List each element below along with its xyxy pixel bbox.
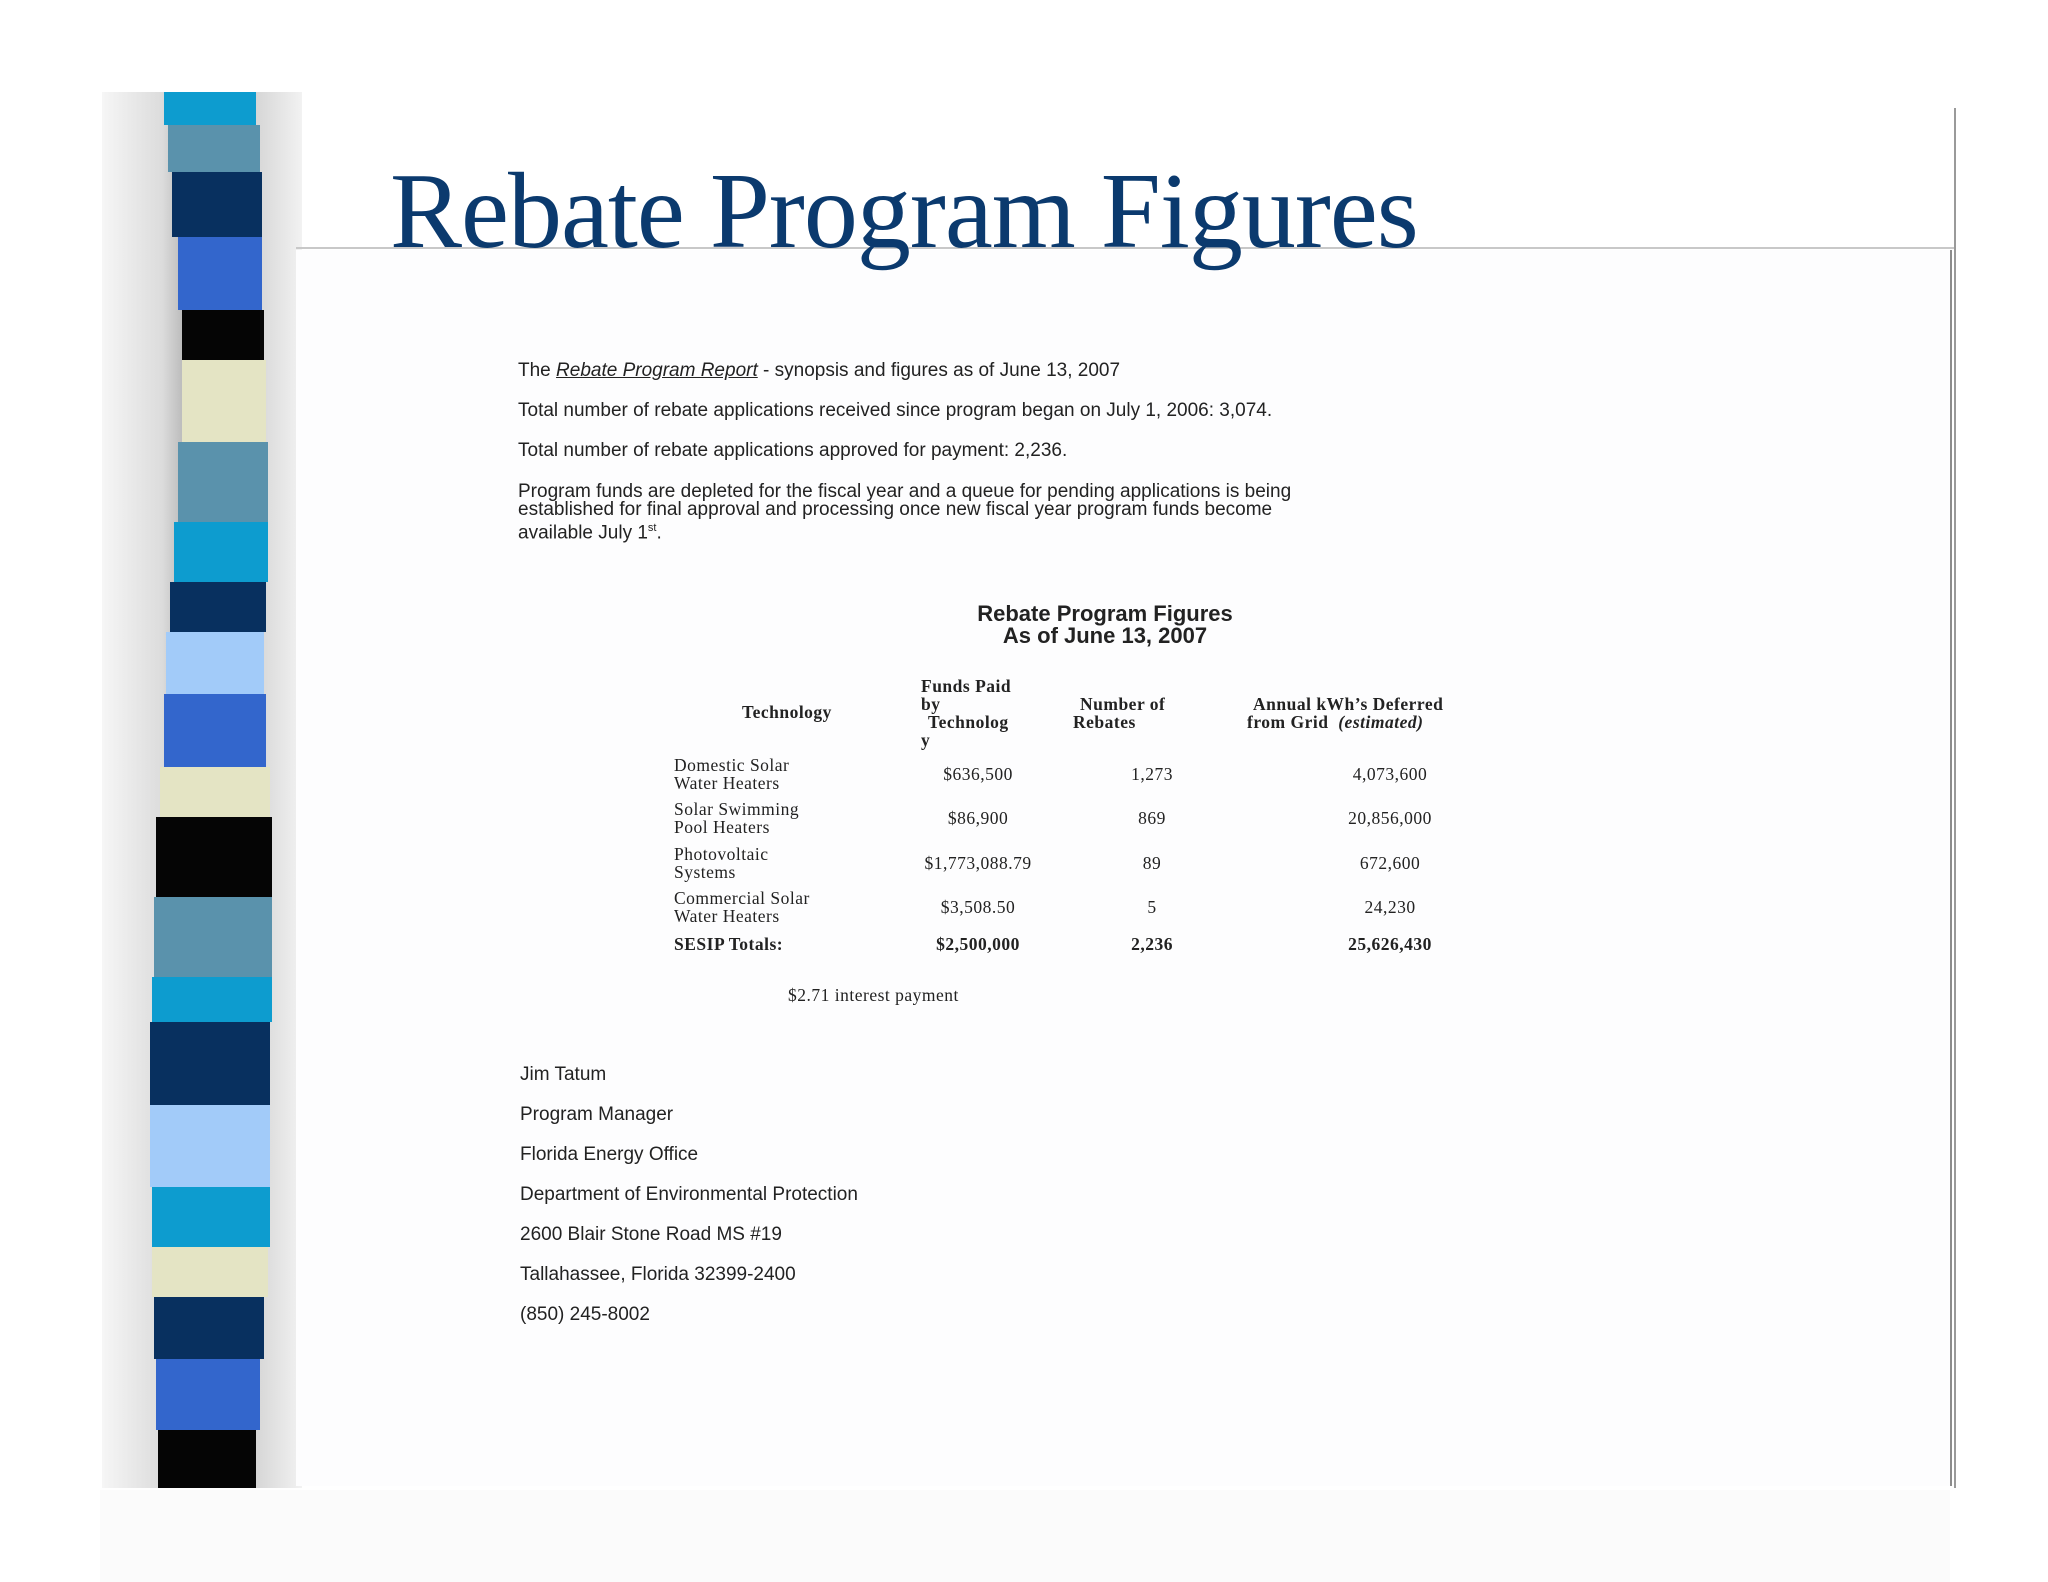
strip-band	[168, 125, 260, 172]
report-link[interactable]: Rebate Program Report	[556, 360, 758, 381]
table-title: Rebate Program Figures	[977, 601, 1233, 626]
strip-band	[154, 1297, 264, 1359]
strip-band	[170, 582, 266, 632]
signature-role: Program Manager	[520, 1104, 674, 1125]
row-technology-line-1: Domestic Solar	[674, 755, 790, 775]
header-rebates-1: Number of	[1080, 694, 1166, 714]
row-technology-line-1: Solar Swimming	[674, 799, 800, 819]
row-technology-line-1: Photovoltaic	[674, 844, 769, 864]
strip-band	[150, 1022, 270, 1105]
row-rebates: 89	[1142, 853, 1162, 873]
strip-band	[182, 360, 266, 442]
slide-right-rule	[1954, 108, 1956, 1488]
header-funds-1: Funds Paid	[921, 676, 1012, 696]
strip-band	[178, 442, 268, 522]
applications-received: Total number of rebate applications received since program began on July 1, 2006: 3,074.	[518, 400, 1273, 421]
signature-street: 2600 Blair Stone Road MS #19	[520, 1224, 782, 1245]
row-technology-line-2: Systems	[674, 862, 736, 882]
strip-band	[166, 632, 264, 694]
signature-office: Florida Energy Office	[520, 1144, 699, 1165]
decorative-strip	[102, 92, 302, 1488]
row-kwh: 20,856,000	[1348, 808, 1432, 828]
row-rebates: 1,273	[1131, 764, 1173, 784]
header-kwh-1: Annual kWh’s Deferred	[1253, 694, 1444, 714]
strip-band	[172, 172, 262, 237]
document-right-edge	[1950, 250, 1952, 1486]
funds-sup: st	[647, 522, 657, 534]
row-rebates: 5	[1147, 897, 1157, 917]
strip-band	[158, 1430, 256, 1488]
row-technology-line-2: Water Heaters	[674, 906, 780, 926]
row-technology-line-2: Water Heaters	[674, 773, 780, 793]
intro-suffix: - synopsis and figures as of June 13, 2007	[757, 360, 1121, 381]
strip-band	[164, 694, 266, 767]
header-kwh-3: (estimated)	[1338, 712, 1424, 732]
signature-department: Department of Environmental Protection	[520, 1184, 858, 1205]
strip-band	[164, 92, 256, 125]
row-funds: $3,508.50	[940, 897, 1016, 917]
header-rebates-2: Rebates	[1073, 712, 1136, 732]
funds-line-3	[518, 519, 662, 542]
row-kwh: 24,230	[1364, 897, 1416, 917]
row-technology-line-1: Commercial Solar	[674, 888, 810, 908]
totals-rebates: 2,236	[1131, 934, 1173, 954]
header-kwh-2-text: from Grid	[1247, 712, 1329, 732]
strip-band	[156, 1359, 260, 1430]
funds-end: .	[656, 522, 662, 544]
strip-band	[182, 310, 264, 360]
strip-band	[152, 977, 272, 1022]
header-funds-4: y	[921, 730, 931, 750]
row-funds: $1,773,088.79	[924, 853, 1032, 873]
totals-label: SESIP Totals:	[674, 934, 784, 954]
row-funds: $86,900	[947, 808, 1009, 828]
signature-name: Jim Tatum	[520, 1064, 607, 1085]
strip-band	[154, 897, 272, 977]
slide-bottom-shade	[100, 1490, 1950, 1582]
signature-phone: (850) 245-8002	[520, 1304, 650, 1325]
strip-band	[174, 522, 268, 582]
strip-band	[152, 1187, 270, 1247]
applications-approved: Total number of rebate applications approved for payment: 2,236.	[518, 440, 1068, 461]
totals-kwh: 25,626,430	[1348, 934, 1432, 954]
row-kwh: 672,600	[1359, 853, 1421, 873]
header-technology: Technology	[742, 702, 832, 722]
strip-band	[150, 1105, 270, 1187]
funds-line-1: Program funds are depleted for the fiscal year and a queue for pending applications is being	[518, 481, 1292, 502]
report-intro	[518, 362, 1120, 380]
row-funds: $636,500	[943, 764, 1013, 784]
header-funds-3: Technolog	[928, 712, 1009, 732]
strip-band	[152, 1247, 268, 1297]
row-kwh: 4,073,600	[1352, 764, 1428, 784]
table-subtitle: As of June 13, 2007	[1002, 623, 1208, 648]
strip-band	[160, 767, 270, 817]
strip-band	[178, 237, 262, 310]
funds-line-2: established for final approval and processing once new fiscal year program funds become	[518, 499, 1273, 520]
row-rebates: 869	[1138, 808, 1166, 828]
row-technology-line-2: Pool Heaters	[674, 817, 770, 837]
totals-funds: $2,500,000	[936, 934, 1020, 954]
header-kwh-2	[1247, 713, 1423, 731]
signature-city: Tallahassee, Florida 32399-2400	[520, 1264, 796, 1285]
funds-line-3-text: available July 1	[518, 522, 648, 544]
intro-prefix: The	[518, 360, 557, 381]
slide-title: Rebate Program Figures	[390, 152, 1418, 271]
strip-band	[156, 817, 272, 897]
interest-note: $2.71 interest payment	[788, 985, 959, 1005]
header-funds-2: by	[921, 694, 941, 714]
